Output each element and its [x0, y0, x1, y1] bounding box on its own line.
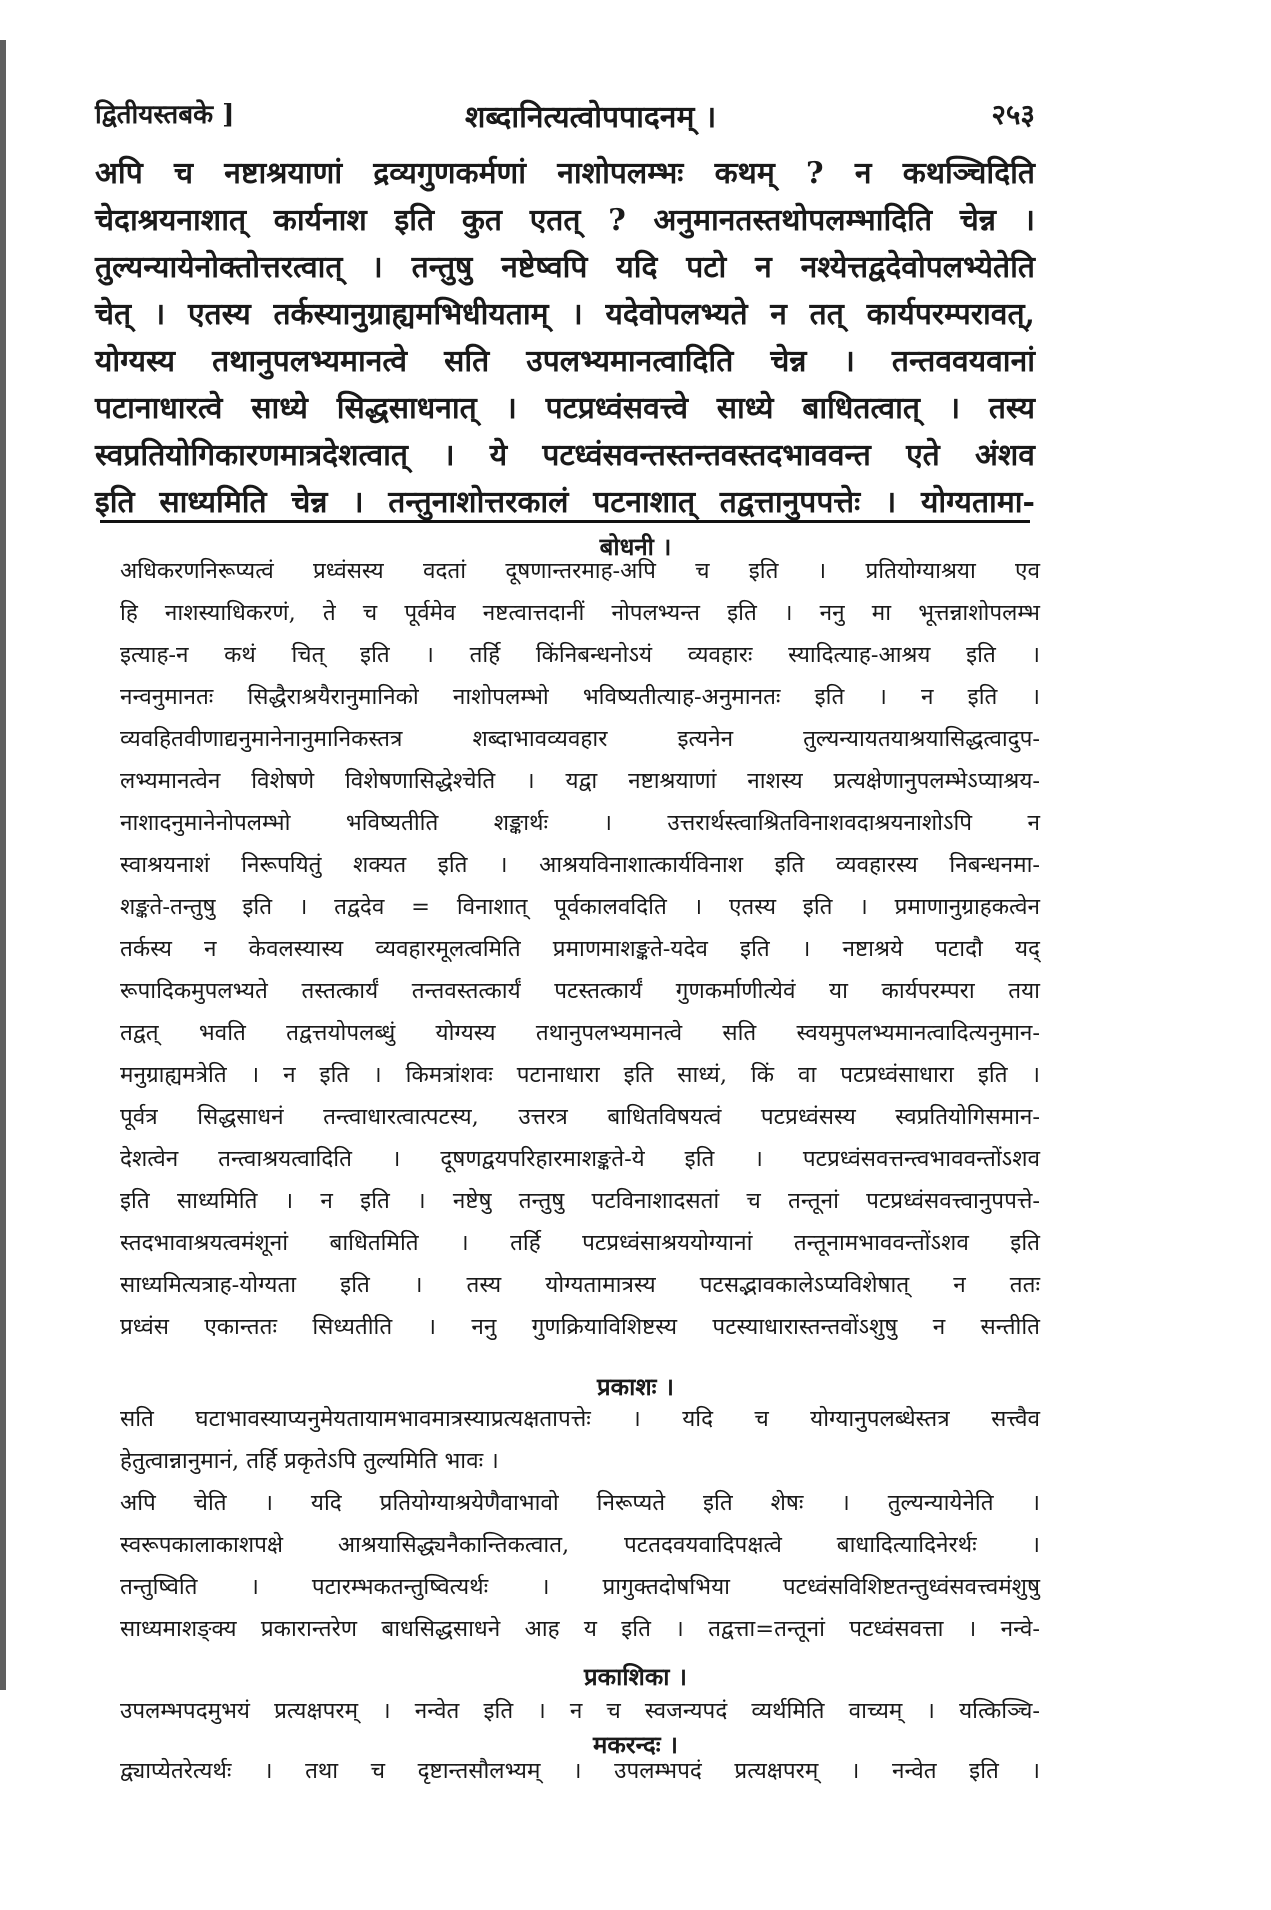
commentary-line: अपि चेति । यदि प्रतियोग्याश्रयेणैवाभावो निरूप्यते इति शेषः । तुल्यन्यायेनेति ।	[120, 1490, 1040, 1516]
prakashika-title: प्रकाशिका ।	[584, 1662, 687, 1691]
makaranda-title: मकरन्दः ।	[592, 1730, 679, 1759]
prakasha-commentary	[120, 1398, 1040, 1650]
main-line: अपि च नष्टाश्रयाणां द्रव्यगुणकर्मणां नाशोपलम्भः कथम् ? न कथञ्चिदिति	[95, 156, 1035, 191]
chapter-label: द्वितीयस्तबके ]	[95, 100, 235, 130]
commentary-line: स्वाश्रयनाशं निरूपयितुं शक्यत इति । आश्रयविनाशात्कार्यविनाश इति व्यवहारस्य निबन्धनमा-	[120, 852, 1040, 878]
commentary-line: इत्याह-न कथं चित् इति । तर्हि किंनिबन्धनोऽयं व्यवहारः स्यादित्याह-आश्रय इति ।	[120, 642, 1040, 668]
main-line: इति साध्यमिति चेन्न । तन्तुनाशोत्तरकालं पटनाशात् तद्वत्तानुपपत्तेः । योग्यतामा-	[95, 485, 1035, 520]
commentary-line: तद्वत् भवति तद्वत्तयोपलब्धुं योग्यस्य तथानुपलभ्यमानत्वे सति स्वयमुपलभ्यमानत्वादित्यनुमान-	[120, 1020, 1040, 1046]
commentary-line: द्व्याप्येतरेत्यर्थः । तथा च दृष्टान्तसौलभ्यम् । उपलम्भपदं प्रत्यक्षपरम् । नन्वेत इति ।	[120, 1758, 1040, 1784]
commentary-line: रूपादिकमुपलभ्यते तस्तत्कार्यं तन्तवस्तत्कार्यं पटस्तत्कार्यं गुणकर्माणीत्येवं या कार्यपरम्परा तया	[120, 978, 1040, 1004]
main-line: चेदाश्रयनाशात् कार्यनाश इति कुत एतत् ? अनुमानतस्तथोपलम्भादिति चेन्न ।	[95, 203, 1035, 238]
commentary-line: इति साध्यमिति । न इति । नष्टेषु तन्तुषु पटविनाशादसतां च तन्तूनां पटप्रध्वंसवत्त्वानुपपत्ते-	[120, 1188, 1040, 1214]
main-line: तुल्यन्यायेनोक्तोत्तरत्वात् । तन्तुषु नष्टेष्वपि यदि पटो न नश्येत्तद्वदेवोपलभ्येतेति	[95, 250, 1035, 285]
bodhani-title: बोधनी ।	[599, 532, 672, 561]
commentary-line: तर्कस्य न केवलस्यास्य व्यवहारमूलत्वमिति प्रमाणमाशङ्कते-यदेव इति । नष्टाश्रये पटादौ यद्	[120, 936, 1040, 962]
main-text	[95, 150, 1035, 526]
commentary-line: मनुग्राह्यमत्रेति । न इति । किमत्रांशवः पटानाधारा इति साध्यं, किं वा पटप्रध्वंसाधारा इति ।	[120, 1062, 1040, 1088]
commentary-line: प्रध्वंस एकान्ततः सिध्यतीति । ननु गुणक्रियाविशिष्टस्य पटस्याधारास्तन्तवोंऽशुषु न सन्तीति	[120, 1314, 1040, 1340]
running-header	[95, 95, 1035, 145]
bodhani-commentary	[120, 550, 1040, 1348]
commentary-line: व्यवहितवीणाद्यनुमानेनानुमानिकस्तत्र शब्दाभावव्यवहार इत्यनेन तुल्यन्यायतयाश्रयासिद्धत्वादुप-	[120, 726, 1040, 752]
commentary-line: सति घटाभावस्याप्यनुमेयतायामभावमात्रस्याप्रत्यक्षतापत्तेः । यदि च योग्यानुपलब्धेस्तत्र सत्त्वैव	[120, 1406, 1040, 1432]
page-heading: शब्दानित्यत्वोपपादनम् ।	[465, 100, 717, 135]
commentary-line: साध्यमित्यत्राह-योग्यता इति । तस्य योग्यतामात्रस्य पटसद्भावकालेऽप्यविशेषात् न ततः	[120, 1272, 1040, 1298]
commentary-line: स्तदभावाश्रयत्वमंशूनां बाधितमिति । तर्हि पटप्रध्वंसाश्रययोग्यानां तन्तूनामभाववन्तोंऽशव इति	[120, 1230, 1040, 1256]
divider-rule	[100, 520, 1030, 523]
main-line: स्वप्रतियोगिकारणमात्रदेशत्वात् । ये पटध्वंसवन्तस्तन्तवस्तदभाववन्त एते अंशव	[95, 438, 1035, 473]
commentary-line: शङ्कते-तन्तुषु इति । तद्वदेव = विनाशात् पूर्वकालवदिति । एतस्य इति । प्रमाणानुग्राहकत्वेन	[120, 894, 1040, 920]
binding-edge	[0, 40, 6, 1690]
commentary-line: नाशादनुमानेनोपलम्भो भविष्यतीति शङ्कार्थः । उत्तरार्थस्त्वाश्रितविनाशवदाश्रयनाशोऽपि न	[120, 810, 1040, 836]
prakashika-commentary	[120, 1690, 1040, 1732]
commentary-line: स्वरूपकालाकाशपक्षे आश्रयासिद्ध्यनैकान्तिकत्वात, पटतदवयवादिपक्षत्वे बाधादित्यादिनेरर्थः ।	[120, 1532, 1040, 1558]
commentary-line: उपलम्भपदमुभयं प्रत्यक्षपरम् । नन्वेत इति । न च स्वजन्यपदं व्यर्थमिति वाच्यम् । यत्किञ्चि-	[120, 1698, 1040, 1724]
commentary-line: तन्तुष्विति । पटारम्भकतन्तुष्वित्यर्थः । प्रागुक्तदोषभिया पटध्वंसविशिष्टतन्तुध्वंसवत्त्वमंशुषु	[120, 1574, 1040, 1600]
main-line: चेत् । एतस्य तर्कस्यानुग्राह्यमभिधीयताम् । यदेवोपलभ्यते न तत् कार्यपरम्परावत्,	[95, 297, 1035, 332]
commentary-line: हेतुत्वान्नानुमानं, तर्हि प्रकृतेऽपि तुल्यमिति भावः ।	[120, 1448, 499, 1474]
commentary-line: लभ्यमानत्वेन विशेषणे विशेषणासिद्धेश्चेति । यद्वा नष्टाश्रयाणां नाशस्य प्रत्यक्षेणानुपलम्भेऽप्याश्रय-	[120, 768, 1040, 794]
commentary-line: हि नाशस्याधिकरणं, ते च पूर्वमेव नष्टत्वात्तदानीं नोपलभ्यन्त इति । ननु मा भूत्तन्नाशोपलम्भ	[120, 600, 1040, 626]
commentary-line: नन्वनुमानतः सिद्धैराश्रयैरानुमानिको नाशोपलम्भो भविष्यतीत्याह-अनुमानतः इति । न इति ।	[120, 684, 1040, 710]
prakasha-title: प्रकाशः ।	[597, 1372, 674, 1401]
commentary-line: अधिकरणनिरूप्यत्वं प्रध्वंसस्य वदतां दूषणान्तरमाह-अपि च इति । प्रतियोग्याश्रया एव	[120, 558, 1040, 584]
commentary-line: पूर्वत्र सिद्धसाधनं तन्त्वाधारत्वात्पटस्य, उत्तरत्र बाधितविषयत्वं पटप्रध्वंसस्य स्वप्रतियोगिसमान-	[120, 1104, 1040, 1130]
main-line: पटानाधारत्वे साध्ये सिद्धसाधनात् । पटप्रध्वंसवत्त्वे साध्ये बाधितत्वात् । तस्य	[95, 391, 1035, 426]
makaranda-commentary	[120, 1750, 1040, 1792]
main-line: योग्यस्य तथानुपलभ्यमानत्वे सति उपलभ्यमानत्वादिति चेन्न । तन्तववयवानां	[95, 344, 1035, 379]
commentary-line: साध्यमाशङ्क्य प्रकारान्तरेण बाधसिद्धसाधने आह य इति । तद्वत्ता=तन्तूनां पटध्वंसवत्ता । नन्वे-	[120, 1616, 1040, 1642]
page-number: २५३	[991, 98, 1035, 131]
commentary-line: देशत्वेन तन्त्वाश्रयत्वादिति । दूषणद्वयपरिहारमाशङ्कते-ये इति । पटप्रध्वंसवत्तन्त्वभाववन्तोंऽशव	[120, 1146, 1040, 1172]
